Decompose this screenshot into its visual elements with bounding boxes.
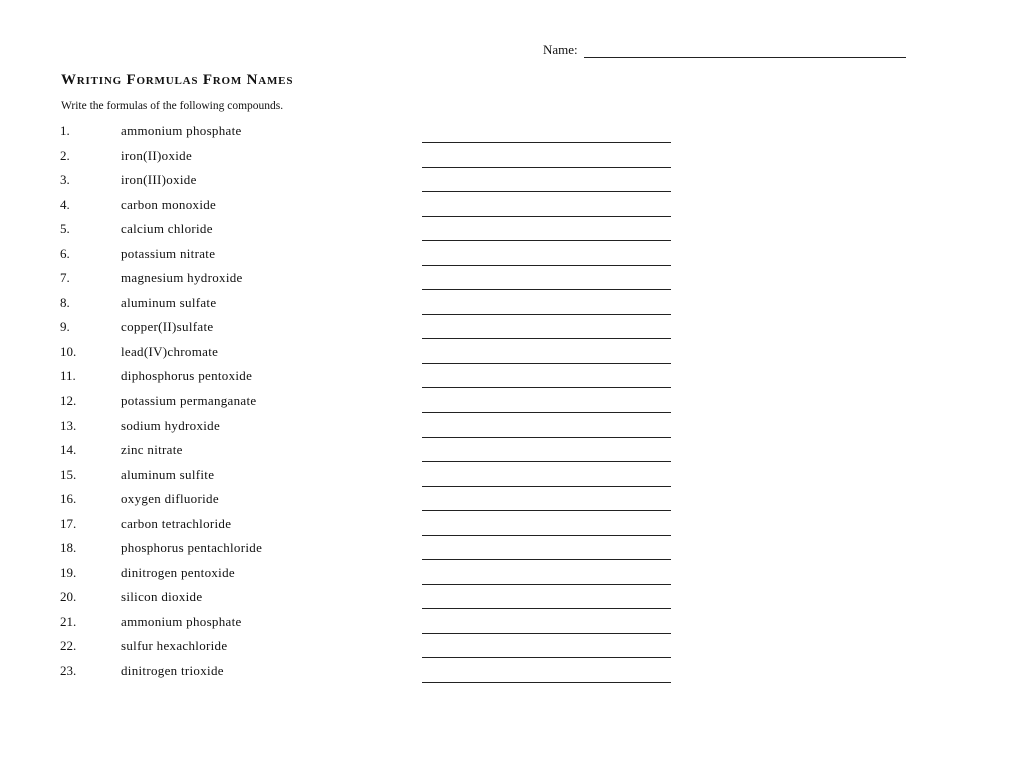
- answer-field[interactable]: [422, 647, 671, 658]
- item-number: 11.: [60, 368, 76, 384]
- list-item: [0, 415, 1024, 440]
- answer-field[interactable]: [422, 255, 671, 266]
- answer-field[interactable]: [422, 181, 671, 192]
- list-item: [0, 464, 1024, 489]
- list-item: [0, 267, 1024, 292]
- compound-name: dinitrogen trioxide: [121, 663, 224, 679]
- answer-field[interactable]: [422, 549, 671, 560]
- item-number: 15.: [60, 466, 77, 482]
- answer-field[interactable]: [422, 672, 671, 683]
- list-item: [0, 316, 1024, 341]
- answer-field[interactable]: [422, 206, 671, 217]
- answer-field[interactable]: [422, 427, 671, 438]
- item-number: 22.: [60, 638, 77, 654]
- compound-name: phosphorus pentachloride: [121, 540, 263, 556]
- list-item: [0, 537, 1024, 562]
- answer-field[interactable]: [422, 500, 671, 511]
- answer-field[interactable]: [422, 157, 671, 168]
- compound-name: diphosphorus pentoxide: [121, 368, 253, 384]
- compound-name: lead(IV)chromate: [121, 343, 219, 359]
- item-number: 7.: [60, 270, 70, 286]
- compound-name: sodium hydroxide: [121, 417, 221, 433]
- answer-field[interactable]: [422, 623, 671, 634]
- item-number: 12.: [60, 393, 77, 409]
- item-number: 1.: [60, 123, 70, 138]
- compound-name: carbon monoxide: [121, 196, 217, 212]
- list-item: [0, 243, 1024, 268]
- list-item: [0, 145, 1024, 170]
- item-number: 20.: [60, 589, 77, 605]
- compound-name: sulfur hexachloride: [121, 638, 228, 654]
- item-number: 4.: [60, 196, 70, 212]
- compound-name: aluminum sulfate: [121, 294, 217, 310]
- answer-field[interactable]: [422, 353, 671, 364]
- item-number: 8.: [60, 294, 70, 310]
- answer-field[interactable]: [422, 402, 671, 413]
- item-number: 18.: [60, 540, 77, 556]
- compound-name: iron(II)oxide: [121, 147, 193, 163]
- answer-field[interactable]: [422, 279, 671, 290]
- compound-name: ammonium phosphate: [121, 613, 242, 629]
- item-number: 3.: [60, 172, 70, 188]
- compound-name: calcium chloride: [121, 221, 213, 237]
- item-number: 6.: [60, 245, 70, 261]
- item-number: 23.: [60, 663, 77, 679]
- compound-name: carbon tetrachloride: [121, 515, 232, 531]
- item-number: 19.: [60, 564, 77, 580]
- compound-name: potassium permanganate: [121, 393, 257, 409]
- compound-name: dinitrogen pentoxide: [121, 564, 235, 580]
- name-field-row: [543, 42, 906, 58]
- list-item: [0, 660, 1024, 685]
- list-item: [0, 439, 1024, 464]
- compound-name: ammonium phosphate: [121, 123, 242, 138]
- item-number: 21.: [60, 613, 77, 629]
- list-item: [0, 635, 1024, 660]
- answer-field[interactable]: [422, 525, 671, 536]
- list-item: [0, 169, 1024, 194]
- item-number: 2.: [60, 147, 70, 163]
- list-item: [0, 611, 1024, 636]
- item-number: 14.: [60, 442, 77, 458]
- compound-name: magnesium hydroxide: [121, 270, 243, 286]
- list-item: [0, 513, 1024, 538]
- compound-name: silicon dioxide: [121, 589, 203, 605]
- answer-field[interactable]: [422, 377, 671, 388]
- compound-name: oxygen difluoride: [121, 491, 219, 507]
- list-item: [0, 390, 1024, 415]
- answer-field[interactable]: [422, 132, 671, 143]
- worksheet-title: Writing Formulas From Names: [61, 72, 294, 88]
- list-item: [0, 120, 1024, 145]
- compound-name: iron(III)oxide: [121, 172, 197, 188]
- item-number: 17.: [60, 515, 77, 531]
- list-item: [0, 586, 1024, 611]
- list-item: [0, 292, 1024, 317]
- answer-field[interactable]: [422, 574, 671, 585]
- answer-field[interactable]: [422, 328, 671, 339]
- compound-name: potassium nitrate: [121, 245, 216, 261]
- list-item: [0, 341, 1024, 366]
- item-number: 16.: [60, 491, 77, 507]
- compound-list: [0, 120, 1024, 685]
- item-number: 9.: [60, 319, 70, 335]
- answer-field[interactable]: [422, 230, 671, 241]
- compound-name: copper(II)sulfate: [121, 319, 214, 335]
- answer-field[interactable]: [422, 451, 671, 462]
- list-item: [0, 194, 1024, 219]
- item-number: 5.: [60, 221, 70, 237]
- list-item: [0, 218, 1024, 243]
- name-input-line[interactable]: [584, 44, 906, 58]
- list-item: [0, 488, 1024, 513]
- compound-name: aluminum sulfite: [121, 466, 215, 482]
- instructions-text: Write the formulas of the following compounds.: [61, 100, 284, 112]
- answer-field[interactable]: [422, 476, 671, 487]
- answer-field[interactable]: [422, 598, 671, 609]
- name-label: Name:: [543, 42, 578, 57]
- item-number: 13.: [60, 417, 77, 433]
- compound-name: zinc nitrate: [121, 442, 183, 458]
- list-item: [0, 562, 1024, 587]
- answer-field[interactable]: [422, 304, 671, 315]
- item-number: 10.: [60, 343, 77, 359]
- list-item: [0, 365, 1024, 390]
